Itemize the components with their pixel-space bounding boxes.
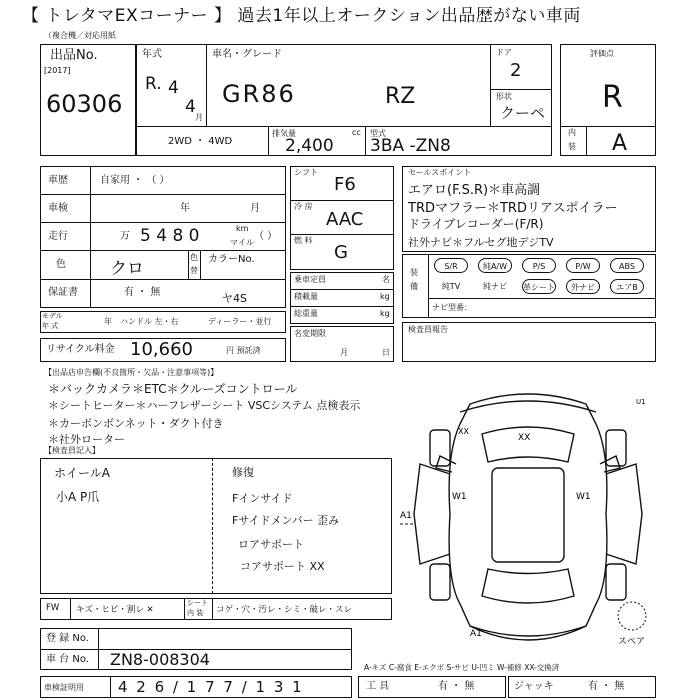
inspector-right-2: Fインサイド	[232, 492, 293, 505]
color-value: クロ	[110, 259, 144, 279]
inspector-right-1: 修復	[232, 466, 254, 479]
rear-inspection-label: 検査員報告	[408, 325, 448, 334]
remark-line-1: ＊バックカメラ＊ETC＊クルーズコントロール	[48, 382, 298, 396]
color-rep-1: 色	[190, 253, 198, 262]
interior-label-1: 内	[568, 128, 576, 137]
inspector-label: 【検査員記入】	[44, 446, 100, 455]
score-value: R	[602, 80, 623, 115]
seat-items: コゲ・穴・汚レ・シミ・破レ・スレ	[216, 605, 353, 615]
mileage-label: 走行	[48, 231, 68, 242]
remark-line-3: ＊カーボンボンネット・ダクト付き	[48, 417, 224, 430]
equip-leather: 革シート	[522, 279, 556, 294]
shift-value: F6	[334, 174, 356, 195]
equip-ext-navi: 外ナビ	[566, 279, 600, 294]
color-rep-2: 替	[190, 266, 198, 275]
tools-label: 工 具	[366, 681, 390, 692]
inspection-month: 月	[250, 203, 260, 214]
recycle-label: リサイクル料金	[46, 344, 115, 355]
fuel-value: G	[334, 242, 348, 263]
equip-sr: S/R	[434, 258, 468, 273]
title-bar	[0, 0, 700, 32]
sales-point-line-3: ドライブレコーダー(F/R)	[408, 217, 544, 231]
equip-airbag: エアB	[610, 279, 644, 294]
recycle-value: 10,660	[130, 339, 193, 360]
lot-number: 60306	[46, 90, 123, 118]
drive-options: 2WD ・ 4WD	[168, 136, 233, 147]
history-label: 車歴	[48, 175, 68, 186]
year-value: 4	[168, 78, 179, 98]
mark-bottom: A1	[470, 629, 482, 639]
model-name: GR86	[222, 80, 296, 108]
top-note: （複合機／対応用紙	[44, 31, 116, 40]
spare-label: スペア	[618, 637, 646, 647]
interior-value: A	[612, 131, 628, 156]
mileage-km: km	[236, 224, 249, 233]
warranty-value: 有 ・ 無	[124, 287, 161, 298]
color-label: 色	[56, 259, 66, 270]
load-label: 積載量	[294, 292, 318, 301]
chassis-label: 車 台 No.	[46, 654, 89, 665]
lot-year: [2017]	[44, 66, 71, 75]
displacement-unit: cc	[352, 128, 361, 137]
fuel-label: 燃 料	[294, 236, 313, 245]
equip-ps: P/S	[522, 258, 556, 273]
inspector-left-1: ホイールA	[54, 466, 110, 480]
displacement-value: 2,400	[285, 136, 334, 156]
history-value: 自家用 ・ （ ）	[100, 175, 170, 186]
year-era: R.	[145, 74, 162, 94]
sales-point-line-2: TRDマフラー＊TRDリアスポイラー	[408, 201, 618, 216]
inspection-year: 年	[180, 203, 190, 214]
lot-label: 出品No.	[50, 48, 98, 63]
score-label: 評価点	[590, 49, 614, 58]
inspection-label: 車検	[48, 203, 68, 214]
mileage-mile: マイル	[230, 238, 254, 247]
remarks-label: 【出品店申告欄(不良箇所・欠品・注意事項等)】	[44, 368, 219, 377]
doors-value: 2	[510, 60, 522, 81]
model-year-nen: 年	[104, 317, 112, 326]
mark-right: W1	[576, 492, 591, 502]
model-code-value: 3BA -ZN8	[370, 136, 451, 156]
sales-point-line-1: エアロ(F.S.R)＊車高調	[408, 183, 541, 198]
remark-line-4: ＊社外ローター	[48, 433, 125, 446]
load-unit: kg	[380, 292, 390, 301]
gross-label: 総重量	[294, 309, 318, 318]
model-year-label-2: 年 式	[42, 322, 59, 330]
reg-change-label: 名変期限	[294, 329, 326, 338]
car-damage-diagram	[400, 364, 656, 660]
equip-pw: P/W	[566, 258, 600, 273]
sales-point-line-4: 社外ナビ＊フルセグ地デジTV	[408, 236, 554, 249]
page-title: 【 トレタマEXコーナー 】 過去1年以上オークション出品歴がない車両	[22, 6, 581, 26]
cert-value: 4 2 6 / 1 7 7 / 1 3 1	[118, 678, 304, 696]
gross-unit: kg	[380, 309, 390, 318]
color-no-label: カラーNo.	[208, 254, 255, 265]
inspector-left-2: 小A P爪	[56, 490, 100, 504]
jack-label: ジャッキ	[514, 681, 554, 692]
mileage-paren: （ ）	[254, 231, 278, 242]
remark-line-2: ＊シートヒーター＊ハーフレザーシート VSCシステム 点検表示	[48, 399, 361, 412]
capacity-unit: 名	[382, 275, 390, 284]
year-month: 4	[185, 97, 196, 117]
aircon-label: 冷 房	[294, 202, 313, 211]
model-year-label-1: モデル	[42, 312, 63, 320]
jack-value: 有 ・ 無	[588, 681, 625, 692]
chassis-value: ZN8-008304	[110, 650, 210, 669]
reg-change-day: 日	[382, 348, 390, 357]
model-grade: RZ	[385, 84, 416, 109]
reg-change-month: 月	[340, 348, 348, 357]
year-label: 年式	[142, 49, 162, 60]
capacity-label: 乗車定員	[294, 275, 326, 284]
body-type-label: 形状	[496, 92, 512, 101]
model-year-handle: ハンドル 左・右	[120, 317, 179, 326]
equip-navi: 純ナビ	[483, 282, 507, 291]
warranty-label: 保証書	[48, 287, 78, 298]
sales-points-label: セールスポイント	[408, 168, 472, 177]
color-no-value: ヤ4S	[222, 292, 247, 305]
damage-legend: A-キズ C-腐食 E-エクボ S-サビ U-凹ミ W-補修 XX-交換済	[364, 663, 560, 672]
equip-tv: 純TV	[441, 282, 461, 291]
navi-label: ナビ型番：	[432, 303, 472, 312]
equipment-label-2: 備	[410, 282, 418, 291]
recycle-unit: 円 預託済	[226, 346, 261, 355]
registration-label: 登 録 No.	[46, 633, 89, 644]
cert-label: 車検証明用	[44, 683, 84, 692]
displacement-label: 排気量	[272, 129, 296, 138]
mark-top-left: XX	[458, 427, 469, 436]
equip-abs: ABS	[610, 258, 644, 273]
mark-top: XX	[518, 433, 531, 443]
mark-left: W1	[452, 492, 467, 502]
year-month-unit: 月	[195, 113, 203, 122]
model-label: 車名・グレード	[212, 49, 282, 60]
seat-label-2: 内 装	[187, 609, 204, 617]
model-year-dealer: ディーラー・並行	[208, 317, 272, 326]
inspector-right-5: コアサポート XX	[240, 560, 325, 573]
fw-label: FW	[46, 603, 60, 613]
model-code-label: 型式	[370, 129, 386, 138]
mileage-value: 5 4 8 0	[140, 226, 200, 246]
tools-value: 有 ・ 無	[438, 681, 475, 692]
mileage-man: 万	[120, 231, 130, 242]
doors-label: ドア	[496, 48, 512, 57]
inspector-right-4: ロアサポート	[238, 538, 304, 551]
mark-small: U1	[636, 398, 646, 406]
mark-left-outer: A1	[400, 511, 412, 521]
body-type-value: クーペ	[500, 104, 546, 122]
fw-items: キズ・ヒビ・割レ ✕	[76, 605, 154, 615]
equip-aw: 純A/W	[478, 258, 512, 273]
aircon-value: AAC	[326, 209, 364, 230]
equipment-label-1: 装	[410, 268, 418, 277]
interior-label-2: 装	[568, 142, 576, 151]
spare-tire-icon	[618, 602, 646, 630]
inspector-right-3: Fサイドメンバー 歪み	[232, 514, 340, 527]
seat-label-1: シート	[187, 599, 208, 607]
shift-label: シフト	[294, 168, 318, 177]
